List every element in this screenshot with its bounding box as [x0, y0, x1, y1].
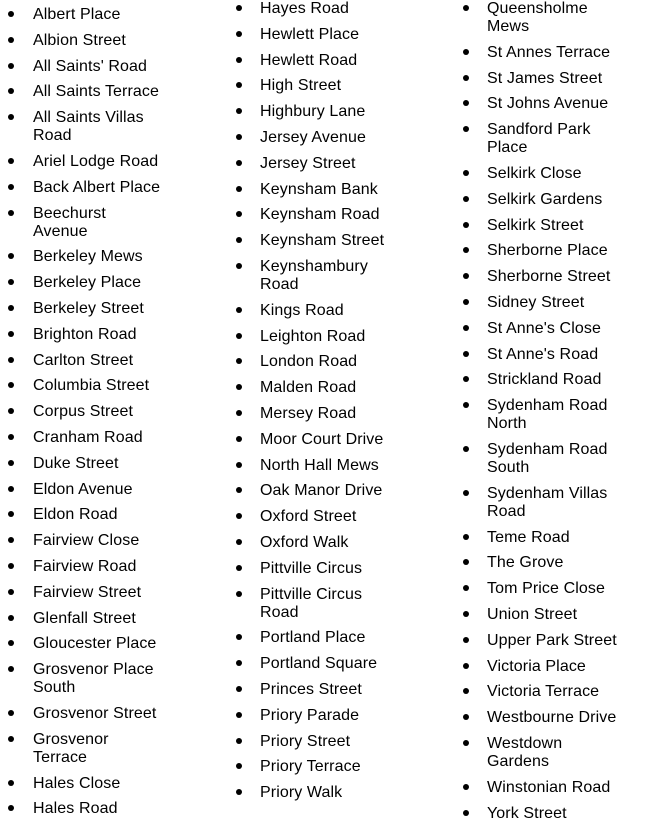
street-name-line: Jersey Avenue [260, 128, 366, 146]
bullet-icon [236, 5, 242, 11]
street-name-line: Berkeley Street [33, 299, 144, 317]
street-list-item [228, 482, 450, 500]
street-list-item [0, 455, 222, 473]
street-list-item [455, 485, 663, 521]
street-name-line: Princes Street [260, 680, 362, 698]
street-name-line: Road [33, 127, 72, 145]
bullet-icon [463, 376, 469, 382]
street-name-line: Keynsham Street [260, 232, 385, 250]
bullet-icon [236, 358, 242, 364]
bullet-icon [8, 511, 14, 517]
street-name-line: North [487, 415, 527, 433]
bullet-icon [463, 247, 469, 253]
street-list-item [228, 758, 450, 776]
street-name-line: Oxford Walk [260, 533, 349, 551]
street-name-line: Corpus Street [33, 403, 134, 421]
street-list-item [0, 326, 222, 344]
bullet-icon [236, 263, 242, 269]
bullet-icon [8, 460, 14, 466]
bullet-icon [463, 222, 469, 228]
street-list-item [228, 405, 450, 423]
street-name-line: Mews [487, 18, 530, 35]
street-list-item [455, 805, 663, 823]
bullet-icon [236, 513, 242, 519]
bullet-icon [8, 114, 14, 120]
bullet-icon [8, 253, 14, 259]
street-name-line: Hewlett Place [260, 25, 360, 43]
bullet-icon [463, 100, 469, 106]
street-name-line: Winstonian Road [487, 778, 611, 796]
street-list-item [455, 165, 663, 183]
street-name-line: Sidney Street [487, 293, 585, 311]
bullet-icon [463, 585, 469, 591]
bullet-icon [236, 634, 242, 640]
street-list-item [0, 352, 222, 370]
bullet-icon [236, 333, 242, 339]
street-list-item [0, 775, 222, 793]
street-name-line: Oxford Street [260, 508, 357, 526]
street-list-item [455, 658, 663, 676]
street-name-line: Selkirk Close [487, 164, 582, 182]
bullet-icon [236, 591, 242, 597]
bullet-icon [463, 714, 469, 720]
street-list-item [455, 242, 663, 260]
street-name-line: Fairview Street [33, 583, 142, 601]
bullet-icon [8, 158, 14, 164]
street-name-line: Columbia Street [33, 377, 150, 395]
street-list-item [455, 606, 663, 624]
street-name-line: St Johns Avenue [487, 95, 609, 113]
street-list-item [0, 705, 222, 723]
street-name-line: Pittville Circus [260, 559, 363, 577]
street-list-item [0, 179, 222, 197]
bullet-icon [8, 589, 14, 595]
street-list-item [455, 580, 663, 598]
street-list-item [0, 558, 222, 576]
street-list-item [228, 26, 450, 44]
street-name-line: London Road [260, 353, 358, 371]
bullet-icon [8, 11, 14, 17]
street-list-item [455, 95, 663, 113]
street-list-item [228, 681, 450, 699]
street-list-item [455, 294, 663, 312]
bullet-icon [8, 408, 14, 414]
bullet-icon [463, 559, 469, 565]
street-list-column-2 [228, 0, 450, 810]
bullet-icon [236, 186, 242, 192]
street-list-item [0, 6, 222, 24]
bullet-icon [8, 357, 14, 363]
street-name-line: Teme Road [487, 528, 570, 546]
street-name-line: Road [487, 502, 526, 520]
bullet-icon [8, 563, 14, 569]
street-name-line: Moor Court Drive [260, 430, 384, 448]
street-list-item [455, 632, 663, 650]
bullet-icon [236, 712, 242, 718]
street-list-item [228, 103, 450, 121]
bullet-icon [236, 307, 242, 313]
bullet-icon [236, 436, 242, 442]
street-name-line: Brighton Road [33, 325, 137, 343]
bullet-icon [463, 299, 469, 305]
street-name-line: Sydenham Road [487, 397, 608, 415]
street-list-item [0, 205, 222, 241]
street-list-column-3 [455, 0, 663, 830]
bullet-icon [236, 763, 242, 769]
bullet-icon [8, 37, 14, 43]
bullet-icon [236, 57, 242, 63]
street-name-line: Gloucester Place [33, 635, 157, 653]
bullet-icon [463, 688, 469, 694]
bullet-icon [8, 210, 14, 216]
street-name-line: Selkirk Gardens [487, 190, 603, 208]
bullet-icon [463, 534, 469, 540]
street-name-line: Grosvenor [33, 730, 109, 748]
bullet-icon [236, 134, 242, 140]
bullet-icon [8, 666, 14, 672]
street-name-line: Sandford Park [487, 121, 591, 139]
street-list-item [228, 232, 450, 250]
street-list-item [0, 610, 222, 628]
street-list-item [0, 635, 222, 653]
street-name-line: Highbury Lane [260, 103, 366, 121]
bullet-icon [463, 273, 469, 279]
street-list-item [455, 0, 663, 36]
bullet-icon [236, 738, 242, 744]
bullet-icon [463, 446, 469, 452]
bullet-icon [8, 640, 14, 646]
bullet-icon [463, 663, 469, 669]
street-name-line: Sydenham Road [487, 440, 608, 458]
street-list-item [0, 731, 222, 767]
street-list-item [228, 586, 450, 622]
street-list-item [228, 733, 450, 751]
street-name-line: St James Street [487, 69, 603, 87]
street-name-line: High Street [260, 77, 342, 95]
street-name-line: Grosvenor Street [33, 704, 157, 722]
bullet-icon [236, 237, 242, 243]
street-name-line: Hayes Road [260, 0, 350, 17]
street-list-item [0, 481, 222, 499]
street-name-line: Keynsham Road [260, 206, 380, 224]
street-name-line: Glenfall Street [33, 609, 136, 627]
street-list-item [455, 44, 663, 62]
street-list-item [228, 457, 450, 475]
street-name-line: Keynsham Bank [260, 180, 378, 198]
street-list-item [455, 735, 663, 771]
bullet-icon [236, 384, 242, 390]
street-list-item [0, 403, 222, 421]
street-list-item [228, 258, 450, 294]
street-name-line: Hales Road [33, 800, 118, 818]
street-list-item [0, 58, 222, 76]
street-list-item [0, 584, 222, 602]
bullet-icon [236, 565, 242, 571]
street-name-line: Westbourne Drive [487, 709, 617, 727]
street-name-line: Eldon Avenue [33, 480, 133, 498]
bullet-icon [463, 402, 469, 408]
street-name-line: Leighton Road [260, 327, 366, 345]
street-name-line: Fairview Road [33, 557, 137, 575]
street-list-item [0, 32, 222, 50]
street-name-line: Gardens [487, 752, 550, 770]
bullet-icon [463, 810, 469, 816]
street-list-item [228, 328, 450, 346]
street-name-line: Oak Manor Drive [260, 482, 383, 500]
street-name-line: South [487, 458, 530, 476]
bullet-icon [236, 31, 242, 37]
street-name-line: Fairview Close [33, 532, 140, 550]
street-list-item [455, 529, 663, 547]
street-list-item [228, 560, 450, 578]
street-name-line: South [33, 679, 76, 697]
street-list-item [228, 0, 450, 18]
street-list-item [228, 379, 450, 397]
bullet-icon [463, 170, 469, 176]
street-list-item [228, 129, 450, 147]
bullet-icon [8, 63, 14, 69]
bullet-icon [8, 184, 14, 190]
street-name-line: Berkeley Mews [33, 248, 143, 266]
bullet-icon [236, 462, 242, 468]
street-name-line: Victoria Terrace [487, 683, 600, 701]
street-name-line: Malden Road [260, 379, 357, 397]
street-list-item [228, 707, 450, 725]
street-list-item [228, 655, 450, 673]
bullet-icon [463, 75, 469, 81]
bullet-icon [463, 325, 469, 331]
street-list-item [0, 532, 222, 550]
street-list-column-1 [0, 6, 222, 826]
bullet-icon [236, 789, 242, 795]
bullet-icon [236, 686, 242, 692]
bullet-icon [463, 637, 469, 643]
street-list-item [228, 302, 450, 320]
bullet-icon [236, 660, 242, 666]
bullet-icon [236, 108, 242, 114]
bullet-icon [8, 780, 14, 786]
street-name-line: Cranham Road [33, 428, 143, 446]
street-name-line: Carlton Street [33, 351, 134, 369]
street-list-item [455, 121, 663, 157]
street-list-item [0, 274, 222, 292]
street-list-item [0, 300, 222, 318]
bullet-icon [8, 279, 14, 285]
street-list-item [228, 77, 450, 95]
street-list-item [455, 191, 663, 209]
street-name-line: North Hall Mews [260, 456, 379, 474]
street-name-line: All Saints' Road [33, 57, 148, 75]
street-name-line: Selkirk Street [487, 216, 584, 234]
street-name-line: Terrace [33, 748, 88, 766]
street-list-item [0, 506, 222, 524]
street-list-item [455, 320, 663, 338]
bullet-icon [8, 305, 14, 311]
street-list-item [455, 346, 663, 364]
street-name-line: Eldon Road [33, 506, 118, 524]
street-list-item [455, 371, 663, 389]
street-list-item [455, 779, 663, 797]
street-list-item [228, 155, 450, 173]
bullet-icon [463, 351, 469, 357]
bullet-icon [463, 784, 469, 790]
street-name-line: Beechurst [33, 204, 106, 222]
street-list-item [0, 429, 222, 447]
street-list-item [455, 70, 663, 88]
bullet-icon [8, 805, 14, 811]
bullet-icon [8, 710, 14, 716]
street-list-item [455, 554, 663, 572]
street-name-line: St Anne's Close [487, 319, 601, 337]
street-name-line: Jersey Street [260, 154, 356, 172]
street-list-item [228, 52, 450, 70]
bullet-icon [463, 490, 469, 496]
bullet-icon [8, 88, 14, 94]
street-name-line: Kings Road [260, 301, 344, 319]
street-list-item [228, 784, 450, 802]
street-name-line: Union Street [487, 605, 578, 623]
bullet-icon [463, 5, 469, 11]
street-list-item [0, 109, 222, 145]
bullet-icon [463, 611, 469, 617]
street-list-item [455, 217, 663, 235]
street-name-line: Back Albert Place [33, 178, 161, 196]
bullet-icon [463, 740, 469, 746]
street-name-line: Tom Price Close [487, 580, 605, 598]
bullet-icon [236, 410, 242, 416]
bullet-icon [236, 539, 242, 545]
street-name-line: Albert Place [33, 6, 121, 23]
street-name-line: Mersey Road [260, 404, 357, 422]
street-list-item [228, 629, 450, 647]
street-name-line: All Saints Terrace [33, 83, 160, 101]
street-name-line: Ariel Lodge Road [33, 152, 159, 170]
street-list-item [455, 441, 663, 477]
street-name-line: Upper Park Street [487, 631, 617, 649]
street-name-line: Road [260, 275, 299, 293]
bullet-icon [8, 486, 14, 492]
street-name-line: York Street [487, 804, 567, 822]
bullet-icon [8, 736, 14, 742]
street-name-line: Albion Street [33, 31, 126, 49]
street-name-line: Priory Terrace [260, 758, 361, 776]
street-name-line: Sherborne Place [487, 242, 608, 260]
street-name-line: St Anne's Road [487, 345, 599, 363]
street-name-line: Westdown [487, 734, 563, 752]
street-list-item [0, 83, 222, 101]
bullet-icon [236, 82, 242, 88]
street-list-item [455, 268, 663, 286]
street-list-item [228, 508, 450, 526]
bullet-icon [8, 615, 14, 621]
street-name-line: Duke Street [33, 454, 119, 472]
bullet-icon [236, 160, 242, 166]
street-name-line: Priory Street [260, 732, 351, 750]
street-name-line: Sydenham Villas [487, 484, 608, 502]
street-list-item [228, 353, 450, 371]
street-name-line: Road [260, 603, 299, 621]
street-name-line: Grosvenor Place [33, 661, 154, 679]
street-list-item [228, 431, 450, 449]
street-name-line: Priory Walk [260, 784, 343, 802]
street-name-line: Place [487, 139, 528, 157]
bullet-icon [8, 434, 14, 440]
street-list-item [455, 397, 663, 433]
street-list-item [0, 248, 222, 266]
bullet-icon [463, 126, 469, 132]
street-name-line: Portland Place [260, 629, 366, 647]
street-name-line: Keynshambury [260, 257, 368, 275]
bullet-icon [8, 382, 14, 388]
street-name-line: St Annes Terrace [487, 43, 611, 61]
street-name-line: Hales Close [33, 774, 121, 792]
street-name-line: Portland Square [260, 655, 378, 673]
street-name-line: Avenue [33, 222, 88, 240]
bullet-icon [236, 487, 242, 493]
street-name-line: Berkeley Place [33, 274, 142, 292]
street-name-line: Strickland Road [487, 371, 602, 389]
street-list-item [228, 181, 450, 199]
street-name-line: Priory Parade [260, 706, 360, 724]
street-name-line: Queensholme [487, 0, 588, 17]
street-name-line: The Grove [487, 554, 564, 572]
bullet-icon [463, 196, 469, 202]
street-list-item [455, 709, 663, 727]
street-list-item [228, 534, 450, 552]
street-list-item [0, 800, 222, 818]
bullet-icon [463, 49, 469, 55]
street-name-line: All Saints Villas [33, 109, 144, 127]
street-name-line: Sherborne Street [487, 268, 611, 286]
street-name-line: Pittville Circus [260, 585, 363, 603]
street-list-item [455, 683, 663, 701]
street-list-item [0, 377, 222, 395]
street-name-line: Hewlett Road [260, 51, 358, 69]
bullet-icon [8, 331, 14, 337]
street-list-item [0, 153, 222, 171]
bullet-icon [8, 537, 14, 543]
bullet-icon [236, 211, 242, 217]
street-name-line: Victoria Place [487, 657, 586, 675]
street-list-item [0, 661, 222, 697]
street-list-item [228, 206, 450, 224]
